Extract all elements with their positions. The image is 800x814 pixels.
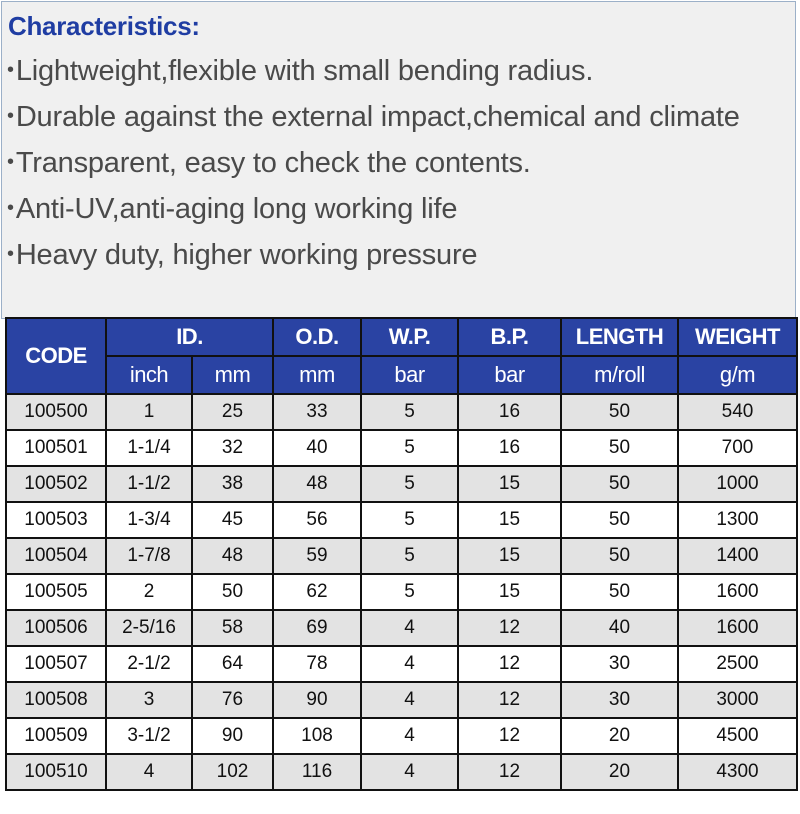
cell-id-mm: 48 xyxy=(192,538,273,574)
cell-od: 69 xyxy=(273,610,361,646)
cell-weight: 1600 xyxy=(678,610,797,646)
characteristics-title: Characteristics: xyxy=(8,11,200,41)
cell-length: 40 xyxy=(561,610,678,646)
cell-weight: 1600 xyxy=(678,574,797,610)
cell-code: 100504 xyxy=(6,538,106,574)
table-row xyxy=(6,538,797,574)
unit-weight: g/m xyxy=(678,356,797,394)
cell-od: 116 xyxy=(273,754,361,790)
cell-wp: 5 xyxy=(361,466,458,502)
bullet-icon: • xyxy=(7,243,14,265)
cell-weight: 4500 xyxy=(678,718,797,754)
characteristic-text: Lightweight,flexible with small bending radius. xyxy=(15,55,594,87)
cell-wp: 4 xyxy=(361,610,458,646)
cell-length: 50 xyxy=(561,502,678,538)
cell-id-mm: 90 xyxy=(192,718,273,754)
cell-id-inch: 2-1/2 xyxy=(106,646,192,682)
header-length: LENGTH xyxy=(561,318,678,356)
cell-id-mm: 50 xyxy=(192,574,273,610)
cell-bp: 16 xyxy=(458,430,561,466)
cell-od: 108 xyxy=(273,718,361,754)
bullet-icon: • xyxy=(7,105,14,127)
unit-od: mm xyxy=(273,356,361,394)
cell-code: 100506 xyxy=(6,610,106,646)
cell-od: 40 xyxy=(273,430,361,466)
cell-code: 100500 xyxy=(6,394,106,430)
header-wp: W.P. xyxy=(361,318,458,356)
cell-id-inch: 3 xyxy=(106,682,192,718)
characteristic-item xyxy=(7,48,787,94)
unit-length: m/roll xyxy=(561,356,678,394)
cell-weight: 540 xyxy=(678,394,797,430)
cell-wp: 4 xyxy=(361,754,458,790)
unit-id-inch: inch xyxy=(106,356,192,394)
cell-od: 48 xyxy=(273,466,361,502)
cell-length: 20 xyxy=(561,754,678,790)
table-row xyxy=(6,466,797,502)
cell-wp: 4 xyxy=(361,646,458,682)
table-row xyxy=(6,394,797,430)
cell-id-mm: 102 xyxy=(192,754,273,790)
cell-weight: 1400 xyxy=(678,538,797,574)
cell-bp: 15 xyxy=(458,466,561,502)
cell-bp: 12 xyxy=(458,610,561,646)
cell-bp: 12 xyxy=(458,646,561,682)
characteristics-list xyxy=(7,48,787,278)
cell-id-inch: 1 xyxy=(106,394,192,430)
cell-code: 100510 xyxy=(6,754,106,790)
cell-weight: 4300 xyxy=(678,754,797,790)
cell-id-mm: 76 xyxy=(192,682,273,718)
cell-bp: 12 xyxy=(458,718,561,754)
characteristic-text: Anti-UV,anti-aging long working life xyxy=(15,193,458,225)
cell-weight: 3000 xyxy=(678,682,797,718)
table-row xyxy=(6,574,797,610)
cell-code: 100509 xyxy=(6,718,106,754)
cell-weight: 1000 xyxy=(678,466,797,502)
unit-row xyxy=(6,356,797,394)
header-weight: WEIGHT xyxy=(678,318,797,356)
cell-id-mm: 64 xyxy=(192,646,273,682)
unit-bp: bar xyxy=(458,356,561,394)
cell-length: 50 xyxy=(561,574,678,610)
table-row xyxy=(6,682,797,718)
cell-od: 56 xyxy=(273,502,361,538)
cell-length: 50 xyxy=(561,538,678,574)
cell-id-inch: 2 xyxy=(106,574,192,610)
cell-bp: 12 xyxy=(458,682,561,718)
header-od: O.D. xyxy=(273,318,361,356)
bullet-icon: • xyxy=(7,59,14,81)
header-id: ID. xyxy=(106,318,273,356)
cell-length: 20 xyxy=(561,718,678,754)
characteristics-panel xyxy=(1,1,796,319)
cell-id-inch: 2-5/16 xyxy=(106,610,192,646)
cell-code: 100508 xyxy=(6,682,106,718)
cell-id-mm: 25 xyxy=(192,394,273,430)
cell-code: 100507 xyxy=(6,646,106,682)
cell-od: 59 xyxy=(273,538,361,574)
cell-bp: 12 xyxy=(458,754,561,790)
cell-id-inch: 1-7/8 xyxy=(106,538,192,574)
cell-length: 50 xyxy=(561,430,678,466)
cell-length: 30 xyxy=(561,682,678,718)
cell-id-inch: 4 xyxy=(106,754,192,790)
cell-wp: 5 xyxy=(361,394,458,430)
cell-code: 100501 xyxy=(6,430,106,466)
cell-weight: 2500 xyxy=(678,646,797,682)
cell-weight: 1300 xyxy=(678,502,797,538)
characteristic-text: Durable against the external impact,chemical and climate xyxy=(15,101,740,133)
cell-id-inch: 1-1/4 xyxy=(106,430,192,466)
cell-bp: 15 xyxy=(458,574,561,610)
bullet-icon: • xyxy=(7,197,14,219)
characteristic-text: Heavy duty, higher working pressure xyxy=(15,239,478,271)
cell-bp: 15 xyxy=(458,502,561,538)
cell-id-mm: 32 xyxy=(192,430,273,466)
spec-table-body xyxy=(6,394,797,790)
cell-id-mm: 45 xyxy=(192,502,273,538)
bullet-icon: • xyxy=(7,151,14,173)
cell-id-inch: 3-1/2 xyxy=(106,718,192,754)
header-code: CODE xyxy=(6,318,106,394)
table-row xyxy=(6,718,797,754)
cell-code: 100503 xyxy=(6,502,106,538)
cell-od: 90 xyxy=(273,682,361,718)
cell-bp: 16 xyxy=(458,394,561,430)
cell-id-mm: 38 xyxy=(192,466,273,502)
table-row xyxy=(6,610,797,646)
table-row xyxy=(6,502,797,538)
cell-wp: 4 xyxy=(361,718,458,754)
spec-table xyxy=(5,317,798,791)
characteristic-item xyxy=(7,186,787,232)
cell-id-inch: 1-1/2 xyxy=(106,466,192,502)
cell-code: 100505 xyxy=(6,574,106,610)
unit-wp: bar xyxy=(361,356,458,394)
cell-wp: 5 xyxy=(361,430,458,466)
cell-id-inch: 1-3/4 xyxy=(106,502,192,538)
characteristic-item xyxy=(7,140,787,186)
cell-wp: 5 xyxy=(361,538,458,574)
cell-wp: 4 xyxy=(361,682,458,718)
cell-wp: 5 xyxy=(361,502,458,538)
cell-weight: 700 xyxy=(678,430,797,466)
cell-od: 62 xyxy=(273,574,361,610)
cell-length: 30 xyxy=(561,646,678,682)
table-row xyxy=(6,646,797,682)
characteristic-text: Transparent, easy to check the contents. xyxy=(15,147,531,179)
cell-length: 50 xyxy=(561,394,678,430)
header-row xyxy=(6,318,797,356)
table-row xyxy=(6,430,797,466)
cell-bp: 15 xyxy=(458,538,561,574)
cell-od: 78 xyxy=(273,646,361,682)
cell-od: 33 xyxy=(273,394,361,430)
header-bp: B.P. xyxy=(458,318,561,356)
cell-code: 100502 xyxy=(6,466,106,502)
cell-id-mm: 58 xyxy=(192,610,273,646)
cell-length: 50 xyxy=(561,466,678,502)
characteristic-item xyxy=(7,94,787,140)
cell-wp: 5 xyxy=(361,574,458,610)
characteristic-item xyxy=(7,232,787,278)
table-row xyxy=(6,754,797,790)
unit-id-mm: mm xyxy=(192,356,273,394)
